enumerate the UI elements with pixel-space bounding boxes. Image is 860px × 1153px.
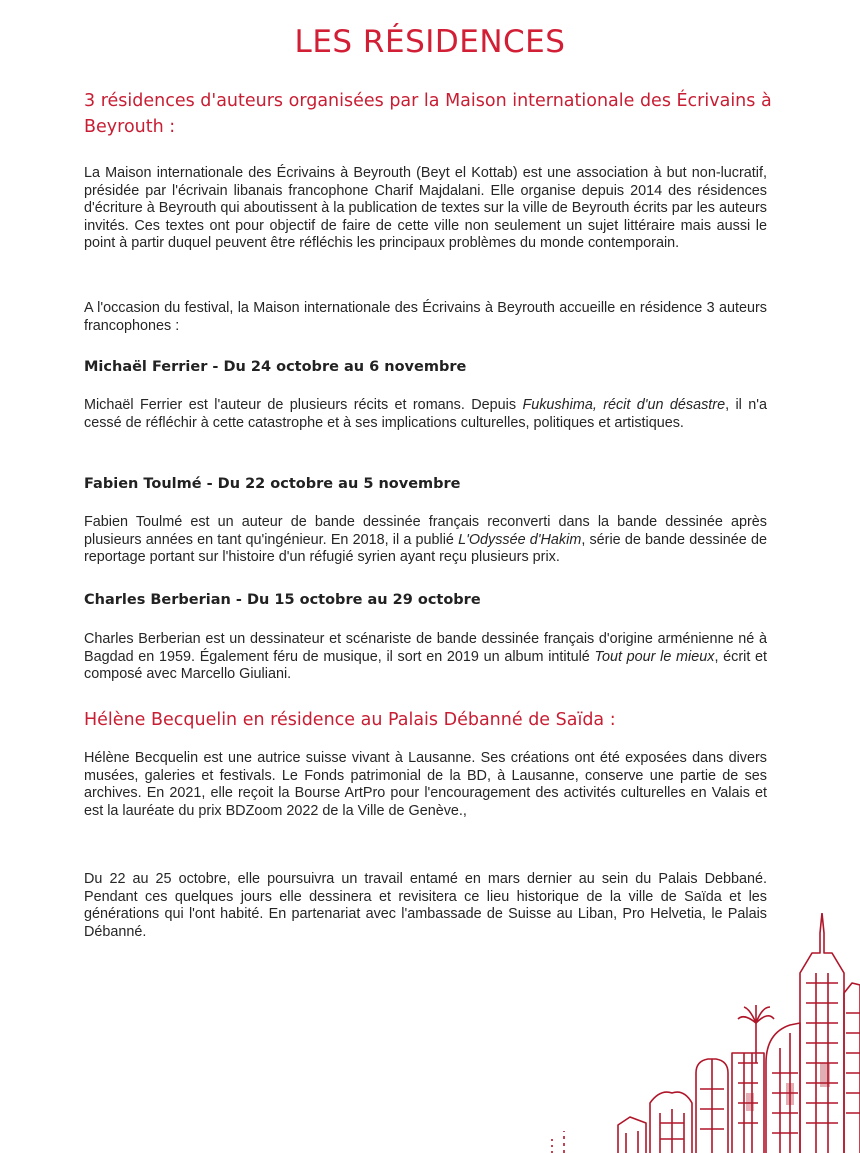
author-text-part: Michaël Ferrier est l'auteur de plusieurs récits et romans. Depuis bbox=[84, 397, 523, 413]
section1-intro: La Maison internationale des Écrivains à Beyrouth (Beyt el Kottab) est une association à but non-lucratif, présidée par l'écrivain libanais francophone Charif Majdalani. Elle organise depuis 2014 des résidences d'écriture à Beyrouth qui aboutissent à la publication de textes sur la ville de Beyrouth écrits par les auteurs invités. Ces textes ont pour objectif de faire de cette ville non seulement un sujet littéraire mais aussi le point à partir duquel peuvent être réfléchis les principaux problèmes du monde contemporain. bbox=[84, 165, 767, 251]
author-heading-berberian: Charles Berberian - Du 15 octobre au 29 octobre bbox=[84, 592, 481, 608]
section1-heading: 3 résidences d'auteurs organisées par la Maison internationale des Écrivains à Beyrouth : bbox=[84, 91, 772, 137]
author-text-part: , écrit et composé avec Marcello Giuliani. bbox=[84, 648, 768, 682]
album-title: Tout pour le mieux bbox=[594, 648, 715, 665]
author-text-toulme bbox=[84, 514, 767, 567]
author-text-ferrier bbox=[84, 397, 767, 432]
section1-occasion: A l'occasion du festival, la Maison internationale des Écrivains à Beyrouth accueille en résidence 3 auteurs francophones : bbox=[84, 300, 767, 334]
section2-para2: Du 22 au 25 octobre, elle poursuivra un travail entamé en mars dernier au sein du Palais Debbané. Pendant ces quelques jours elle dessinera et revisitera ce lieu historique de la ville de Saïda et les générations qui l'ont habité. En partenariat avec l'ambassade de Suisse au Liban, Pro Helvetia, le Palais Débanné. bbox=[84, 871, 767, 940]
author-text-part: Fabien Toulmé est un auteur de bande dessinée français reconverti dans la bande dessinée après plusieurs années en tant qu'ingénieur. En 2018, il a publié bbox=[84, 514, 767, 548]
page-title: LES RÉSIDENCES bbox=[294, 24, 566, 60]
book-title: Fukushima, récit d'un désastre bbox=[522, 397, 726, 413]
author-text-part: , série de bande dessinée de reportage portant sur l'histoire d'un réfugié syrien ayant reçu plusieurs prix. bbox=[84, 531, 767, 565]
section2-heading: Hélène Becquelin en résidence au Palais Débanné de Saïda : bbox=[84, 710, 616, 730]
author-heading-toulme: Fabien Toulmé - Du 22 octobre au 5 novembre bbox=[84, 476, 461, 492]
author-text-part: Charles Berberian est un dessinateur et scénariste de bande dessinée français d'origine arménienne né à Bagdad en 1959. Également féru de musique, il sort en 2019 un album intitulé bbox=[84, 631, 767, 665]
author-text-berberian bbox=[84, 631, 767, 684]
author-text-part: , il n'a cessé de réfléchir à cette catastrophe et à ses implications culturelles, politiques et artistiques. bbox=[84, 397, 767, 431]
book-title: L'Odyssée d'Hakim bbox=[458, 531, 582, 548]
section2-para1: Hélène Becquelin est une autrice suisse vivant à Lausanne. Ses créations ont été exposées dans divers musées, galeries et festivals. Le Fonds patrimonial de la BD, à Lausanne, conserve une partie de ses archives. En 2021, elle reçoit la Bourse ArtPro pour l'encouragement des activités culturelles en Valais et est la lauréate du prix BDZoom 2022 de la Ville de Genève., bbox=[84, 750, 767, 819]
city-skyline-illustration-icon bbox=[500, 913, 860, 1153]
author-heading-ferrier: Michaël Ferrier - Du 24 octobre au 6 novembre bbox=[84, 359, 467, 375]
